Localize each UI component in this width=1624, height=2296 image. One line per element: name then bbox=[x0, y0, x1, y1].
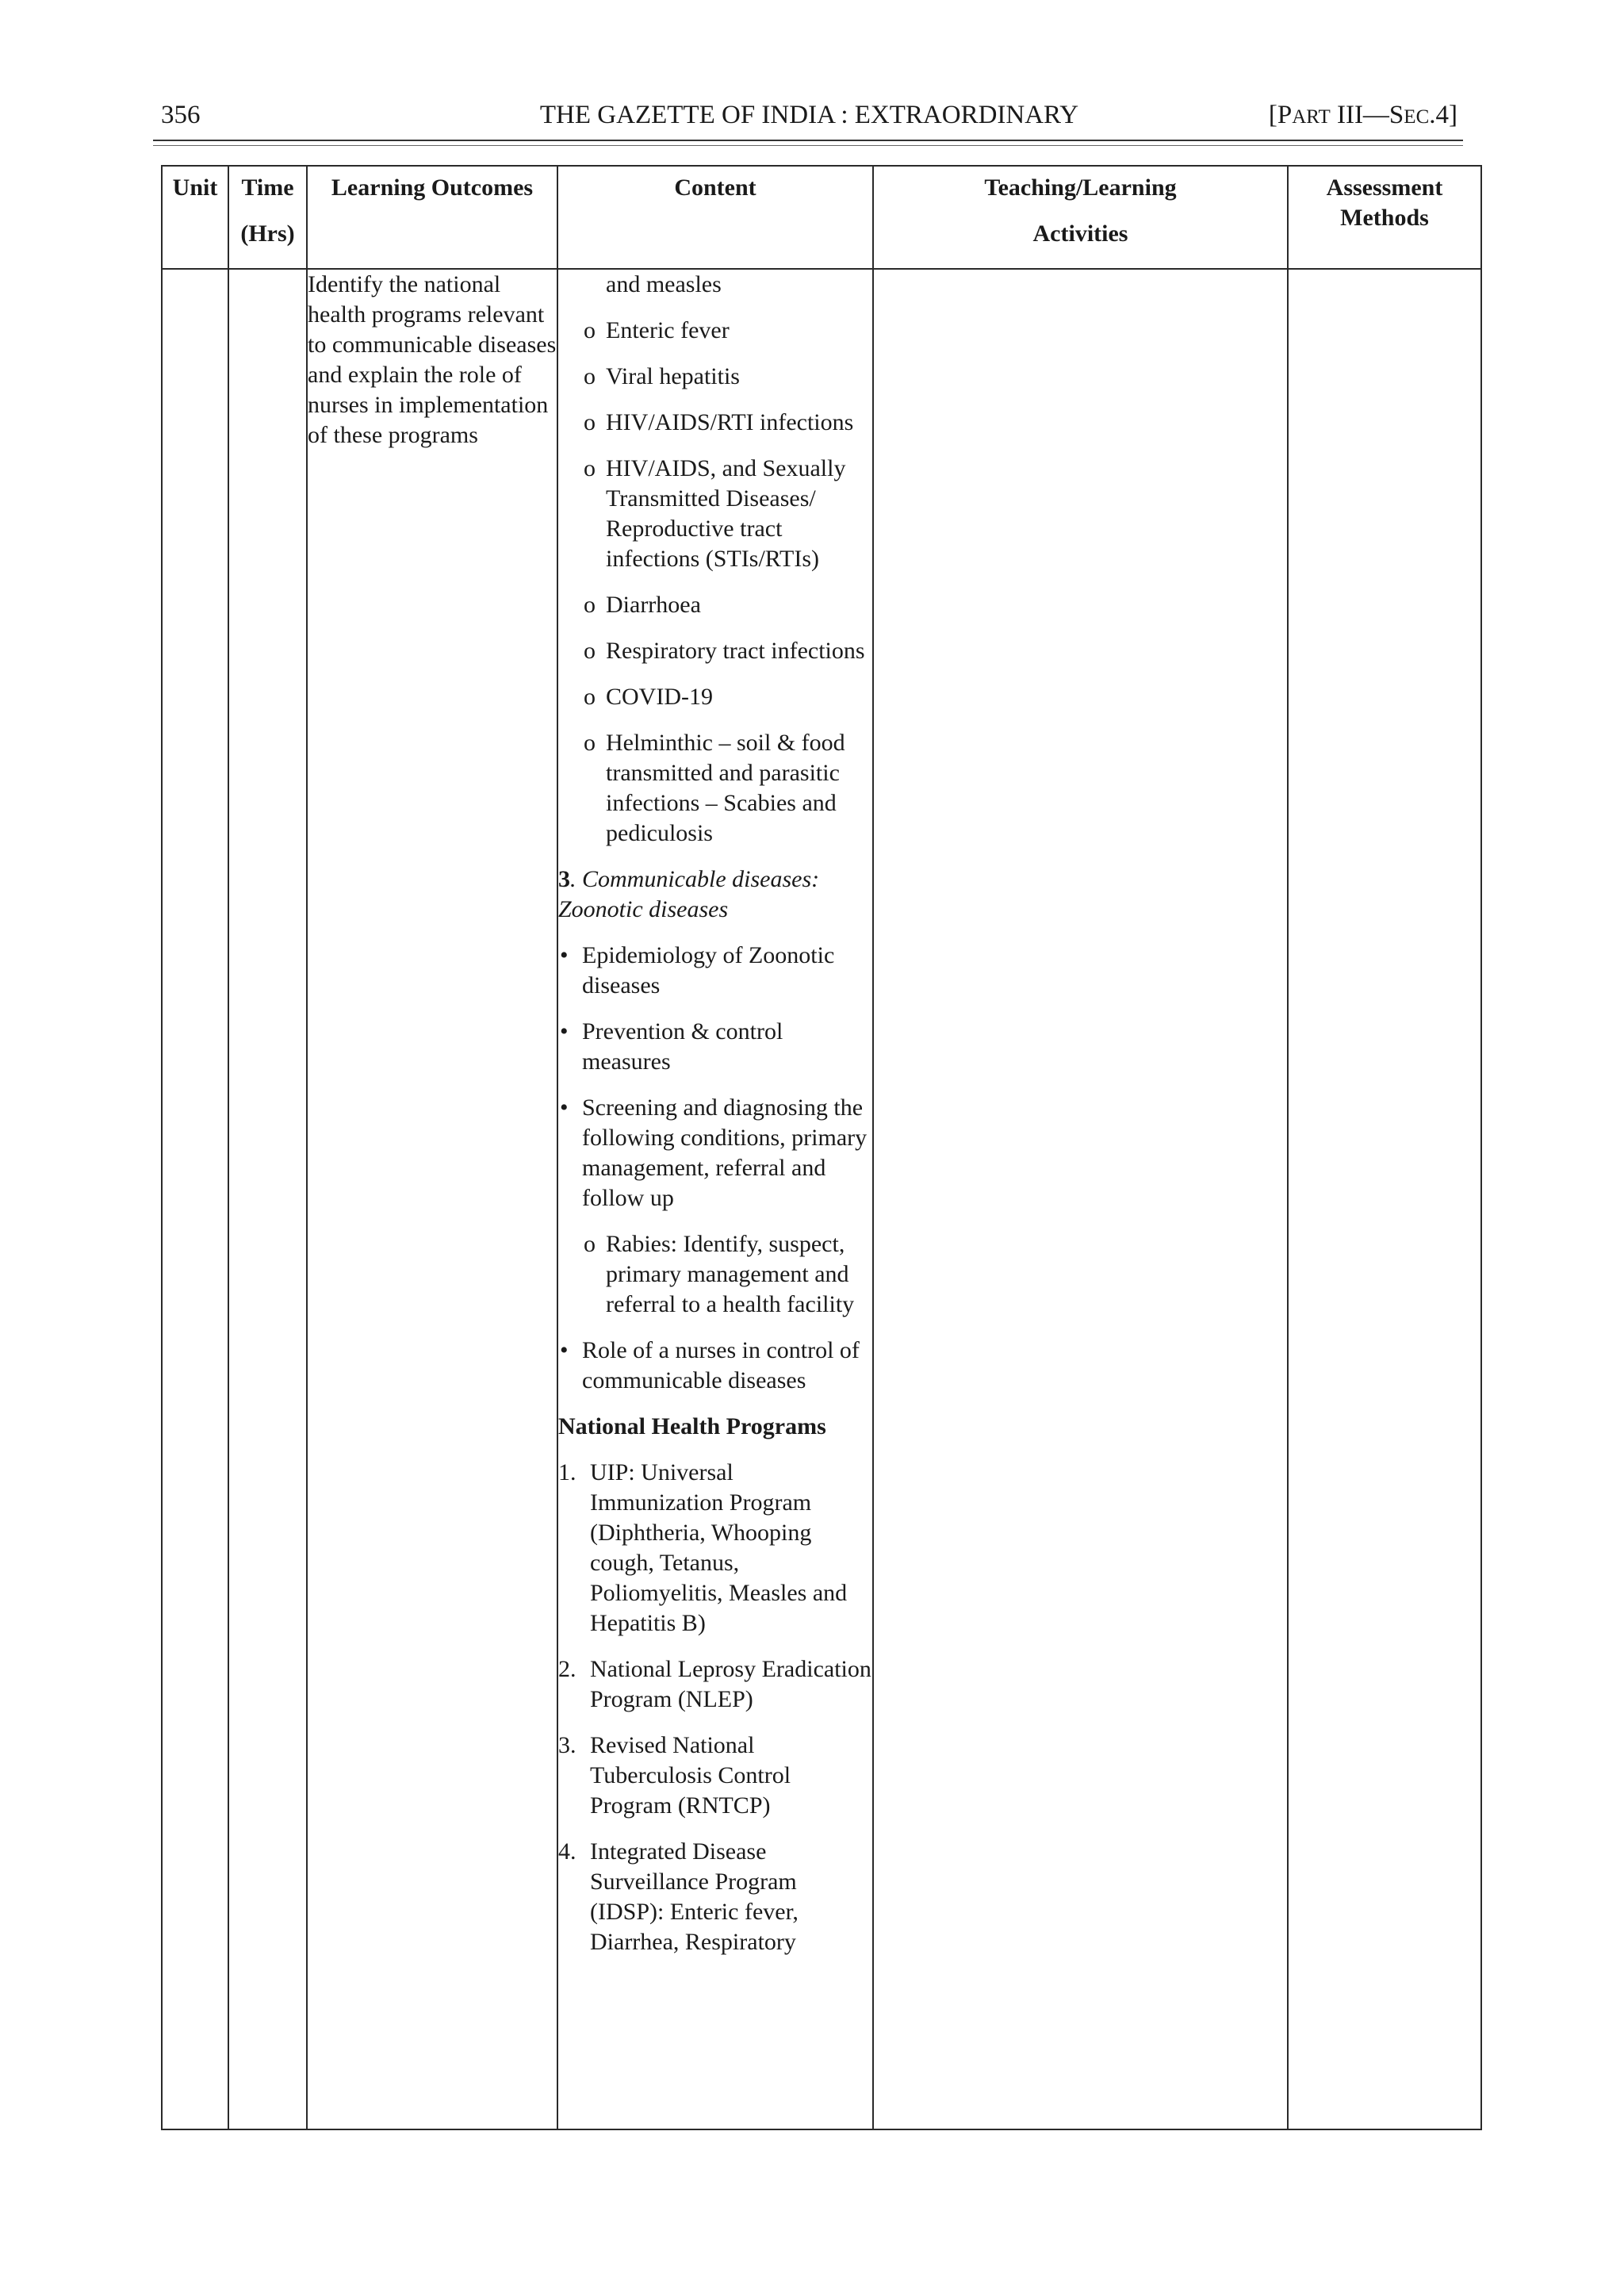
cell-teaching-activities bbox=[873, 269, 1288, 2129]
header-rule-thin bbox=[153, 145, 1463, 146]
cell-time bbox=[228, 269, 307, 2129]
part-section-label: [PART III—SEC.4] bbox=[1268, 101, 1457, 129]
list-item: o Enteric fever bbox=[584, 317, 730, 343]
header-content: Content bbox=[557, 166, 873, 269]
header-teaching-activities: Teaching/Learning Activities bbox=[873, 166, 1288, 269]
curriculum-table bbox=[161, 165, 1482, 2130]
list-item: o HIV/AIDS/RTI infections bbox=[584, 409, 854, 435]
header-unit: Unit bbox=[162, 166, 228, 269]
page-number: 356 bbox=[161, 101, 201, 129]
cell-unit bbox=[162, 269, 228, 2129]
program-item: 1. UIP: Universal Immunization Program (Diphtheria, Whooping cough, Tetanus, Poliomyelitis, Measles and Hepatitis B) bbox=[558, 1459, 848, 1636]
header-time: Time (Hrs) bbox=[228, 166, 307, 269]
list-item: o Rabies: Identify, suspect, primary management and referral to a health facility bbox=[584, 1231, 855, 1317]
page-header bbox=[161, 97, 1457, 133]
header-assessment-methods: Assessment Methods bbox=[1288, 166, 1481, 269]
national-health-programs-heading: National Health Programs bbox=[558, 1413, 826, 1439]
cell-assessment-methods bbox=[1288, 269, 1481, 2129]
bullet-item: • Role of a nurses in control of communicable diseases bbox=[560, 1337, 860, 1393]
header-rule bbox=[153, 140, 1463, 141]
section-heading-zoonotic: 3. Communicable diseases: Zoonotic diseases bbox=[558, 866, 820, 922]
gazette-title: THE GAZETTE OF INDIA : EXTRAORDINARY bbox=[539, 101, 1079, 129]
cell-learning-outcome: Identify the national health programs relevant to communicable diseases and explain the role of nurses in implementation of these programs bbox=[307, 269, 557, 2129]
list-item: o Diarrhoea bbox=[584, 592, 701, 618]
list-item: o Helminthic – soil & food transmitted and parasitic infections – Scabies and pediculosis bbox=[584, 730, 845, 846]
cell-content bbox=[557, 269, 873, 2129]
program-item: 3. Revised National Tuberculosis Control Program (RNTCP) bbox=[558, 1732, 791, 1819]
list-item: o HIV/AIDS, and Sexually Transmitted Diseases/ Reproductive tract infections (STIs/RTIs) bbox=[584, 455, 846, 572]
table-row bbox=[162, 269, 1481, 2129]
table-header-row bbox=[162, 166, 1481, 269]
header-learning-outcomes: Learning Outcomes bbox=[307, 166, 557, 269]
program-item: 2. National Leprosy Eradication Program (NLEP) bbox=[558, 1656, 871, 1712]
list-item: o Respiratory tract infections bbox=[584, 638, 865, 664]
program-item: 4. Integrated Disease Surveillance Program (IDSP): Enteric fever, Diarrhea, Respiratory bbox=[558, 1838, 799, 1955]
bullet-item: • Epidemiology of Zoonotic diseases bbox=[560, 942, 835, 999]
list-item: o Viral hepatitis bbox=[584, 363, 740, 389]
bullet-item: • Screening and diagnosing the following conditions, primary management, referral and follow up bbox=[560, 1094, 868, 1211]
bullet-item: • Prevention & control measures bbox=[560, 1018, 783, 1075]
content-continuation: and measles bbox=[606, 271, 722, 297]
list-item: o COVID-19 bbox=[584, 684, 713, 710]
